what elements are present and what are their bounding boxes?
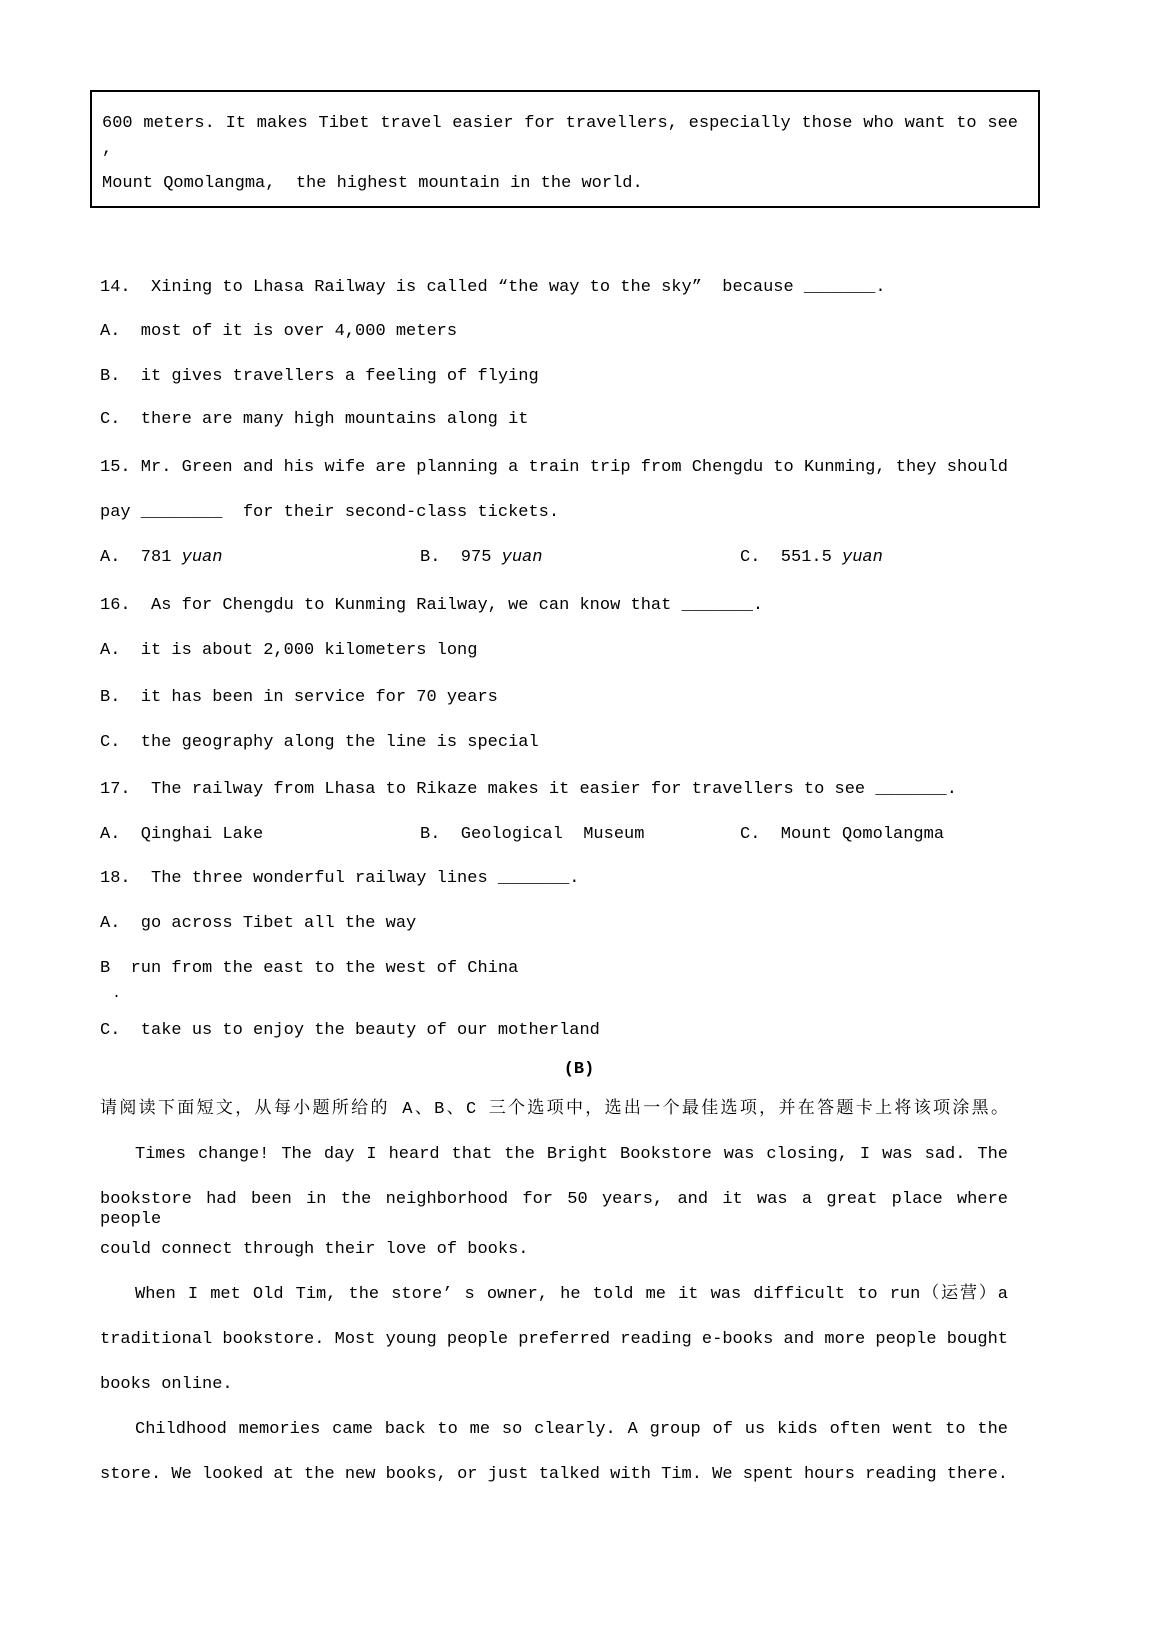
question-15-option-b-text: B. 975 [420,548,502,567]
question-14-option-a: A. most of it is over 4,000 meters [100,322,458,341]
question-15-stem-line1: 15. Mr. Green and his wife are planning a train trip from Chengdu to Kunming, they should [100,458,1008,477]
question-15-stem-line2: pay ________ for their second-class tickets. [100,503,560,522]
passage-p1-line3: could connect through their love of books. [100,1240,529,1259]
question-17-option-c: C. Mount Qomolangma [740,825,945,844]
question-18-option-c: C. take us to enjoy the beauty of our motherland [100,1021,600,1040]
question-15-option-c [740,548,883,568]
question-17-option-a: A. Qinghai Lake [100,825,264,844]
question-15-option-b [420,548,542,568]
question-15-option-c-text: C. 551.5 [740,548,843,567]
passage-p3-line1: Childhood memories came back to me so clearly. A group of us kids often went to the [135,1420,1008,1439]
question-18-stem: 18. The three wonderful railway lines _______. [100,869,580,888]
question-14-option-b: B. it gives travellers a feeling of flying [100,367,539,386]
question-14-option-c: C. there are many high mountains along it [100,410,529,429]
passage-p2-line2: traditional bookstore. Most young people preferred reading e-books and more people bought [100,1330,1008,1349]
question-15-option-a [100,548,222,568]
question-15-option-c-unit: yuan [842,548,883,567]
question-17-stem: 17. The railway from Lhasa to Rikaze makes it easier for travellers to see _______. [100,780,957,799]
box-line-2: , [102,140,113,159]
question-16-option-c: C. the geography along the line is special [100,733,539,752]
box-line-3: Mount Qomolangma, the highest mountain in the world. [102,174,643,193]
passage-p1-line2: bookstore had been in the neighborhood for 50 years, and it was a great place where people [100,1190,1008,1229]
passage-excerpt-box [90,90,1040,208]
passage-p2-line3: books online. [100,1375,233,1394]
question-14-stem: 14. Xining to Lhasa Railway is called “the way to the sky” because _______. [100,278,886,297]
question-18-option-b-stray-period: . [112,985,122,1002]
question-16-option-a: A. it is about 2,000 kilometers long [100,641,478,660]
question-16-stem: 16. As for Chengdu to Kunming Railway, we can know that _______. [100,596,764,615]
passage-p3-line2: store. We looked at the new books, or just talked with Tim. We spent hours reading there. [100,1465,1008,1484]
passage-p2-line1: When I met Old Tim, the store’ s owner, he told me it was difficult to run（运营）a [135,1285,1008,1304]
passage-p1-line1: Times change! The day I heard that the Bright Bookstore was closing, I was sad. The [135,1145,1008,1164]
instruction-chinese: 请阅读下面短文，从每小题所给的 A、B、C 三个选项中，选出一个最佳选项，并在答题卡上将该项涂黑。 [100,1100,1008,1119]
section-b-label: (B) [563,1060,595,1079]
question-16-option-b: B. it has been in service for 70 years [100,688,498,707]
box-line-1: 600 meters. It makes Tibet travel easier for travellers, especially those who want to see [102,114,1018,133]
question-18-option-a: A. go across Tibet all the way [100,914,417,933]
question-15-option-a-text: A. 781 [100,548,182,567]
question-17-option-b: B. Geological Museum [420,825,645,844]
question-18-option-b: B run from the east to the west of China [100,959,519,978]
question-15-option-b-unit: yuan [501,548,543,567]
question-15-option-a-unit: yuan [181,548,223,567]
